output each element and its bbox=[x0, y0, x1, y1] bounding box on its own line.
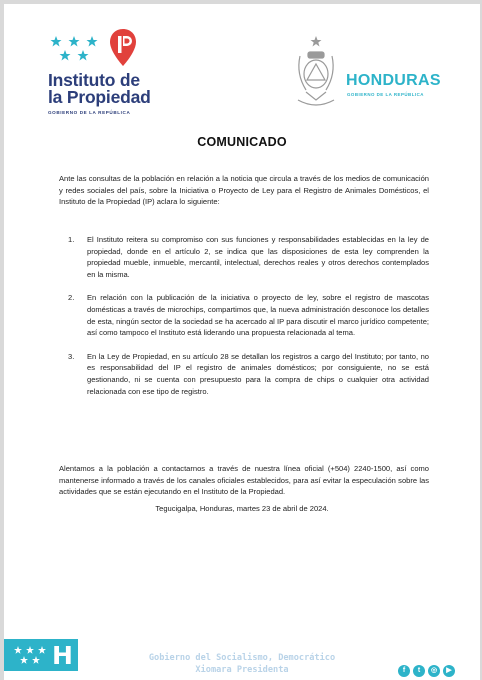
honduras-logo bbox=[294, 34, 464, 114]
facebook-icon[interactable]: f bbox=[398, 665, 410, 677]
honduras-logo-subtitle: GOBIERNO DE LA REPÚBLICA bbox=[347, 92, 424, 97]
intro-paragraph: Ante las consultas de la población en relación a la noticia que circula a través de los medios de comunicación y redes sociales del país, sobre la Iniciativa o Proyecto de Ley para el Registro de Animales Domésticos, el Instituto de la Propiedad (IP) aclara lo siguiente: bbox=[59, 174, 429, 207]
list-item bbox=[68, 292, 429, 338]
instagram-icon[interactable]: ◎ bbox=[428, 665, 440, 677]
list-item-number: 2. bbox=[68, 293, 75, 303]
list-item-number: 1. bbox=[68, 235, 75, 244]
list-item-text: El Instituto reitera su compromiso con sus funciones y responsabilidades establecidas en la ley de propiedad, donde en el artículo 2, se indica que las disposiciones de esta ley comprenden la propiedad mueble, inmueble, mercantil, intelectual, derechos reales y otros derechos contemplados en la misma. bbox=[87, 235, 429, 279]
list-item-text: En la Ley de Propiedad, en su artículo 28 se detallan los registros a cargo del Instituto; por tanto, no es responsabilidad del IP el registro de animales domésticos; por consiguiente, no se está gestionando, ni se cuenta con presupuesto para la compra de chips o cualquier otra actividad relacionada con ese tipo de registro. bbox=[87, 351, 429, 396]
closing-paragraph: Alentamos a la población a contactarnos a través de nuestra línea oficial (+504) 2240-1500, así como mantenerse informado a través de los canales oficiales establecidos, para así evitar la especulación sobre las actividades que se están ejecutando en el Instituto de la Propiedad. bbox=[59, 464, 429, 497]
ip-logo-subtitle: GOBIERNO DE LA REPÚBLICA bbox=[48, 110, 131, 115]
ip-logo bbox=[48, 28, 168, 118]
footer-badge bbox=[4, 639, 78, 671]
footer-slogan bbox=[122, 652, 362, 676]
list-item-number: 3. bbox=[68, 351, 75, 361]
list-item bbox=[68, 351, 429, 397]
stars-icon bbox=[14, 646, 50, 664]
honduras-logo-name: HONDURAS bbox=[346, 72, 441, 89]
document-title: COMUNICADO bbox=[197, 135, 287, 149]
social-icons bbox=[398, 665, 455, 677]
coat-of-arms-icon bbox=[294, 34, 338, 114]
youtube-icon[interactable]: ▶ bbox=[443, 665, 455, 677]
twitter-icon[interactable]: t bbox=[413, 665, 425, 677]
document-page bbox=[4, 4, 480, 680]
ip-logo-name-line1: Instituto de bbox=[48, 70, 140, 90]
stars-icon bbox=[50, 36, 106, 62]
footer-slogan-line2: Xiomara Presidenta bbox=[195, 665, 289, 675]
signoff-date: Tegucigalpa, Honduras, martes 23 de abril de 2024. bbox=[155, 504, 329, 513]
ip-logo-name bbox=[48, 72, 178, 106]
location-pin-icon bbox=[108, 28, 138, 68]
list-item-text: En relación con la publicación de la iniciativa o proyecto de ley, sobre el registro de mascotas domésticas a través de microchips, compartimos que, la nueva administración desconoce los detalles de esta, ningún sector de la sociedad se ha acercado al IP para discutir el marco jurídico competente; así como tampoco el Instituto está liderando una propuesta relacionada al tema. bbox=[87, 293, 429, 338]
list-item bbox=[68, 234, 429, 280]
statement-list bbox=[68, 234, 429, 409]
footer-badge-letter: H bbox=[52, 641, 73, 670]
footer-slogan-line1: Gobierno del Socialismo, Democrático bbox=[148, 653, 336, 663]
ip-logo-name-line2: la Propiedad bbox=[48, 87, 151, 107]
